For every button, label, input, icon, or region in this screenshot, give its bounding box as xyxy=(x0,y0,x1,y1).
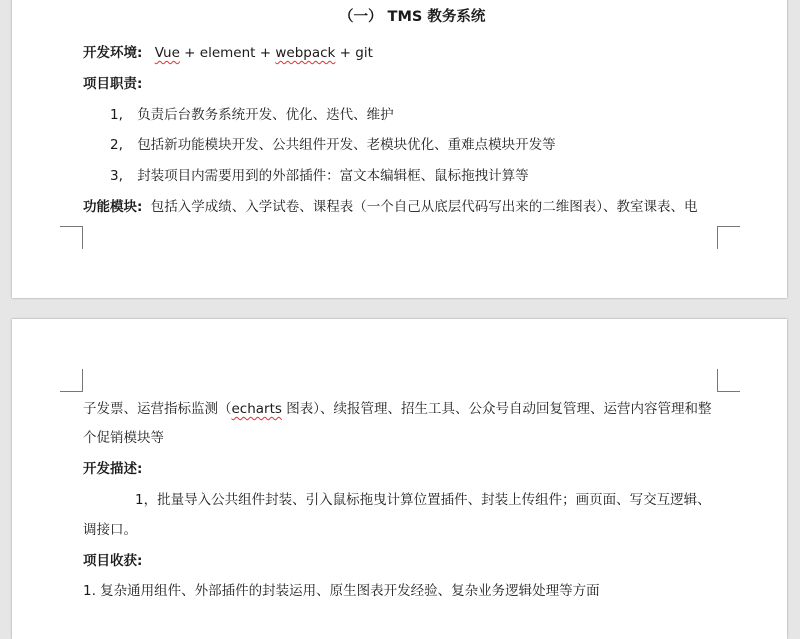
module-continuation-line xyxy=(83,399,711,419)
margin-corner-mark xyxy=(717,369,740,392)
dev-environment-line xyxy=(83,43,373,63)
duty-number: 1, xyxy=(110,107,123,123)
duty-number: 3, xyxy=(110,168,123,184)
gain-label: 项目收获: xyxy=(83,553,143,569)
echarts-word: echarts xyxy=(231,401,282,417)
env-plus-1: + element + xyxy=(179,45,276,61)
duty-number: 2, xyxy=(110,137,123,153)
duty-item xyxy=(110,135,556,155)
module-continuation-line: 个促销模块等 xyxy=(83,430,164,446)
desc-label: 开发描述: xyxy=(83,461,143,477)
margin-corner-mark xyxy=(717,226,740,249)
module-line xyxy=(83,197,697,217)
desc-text: 调接口。 xyxy=(83,522,137,538)
duty-label: 项目职责: xyxy=(83,76,143,92)
duty-text: 负责后台教务系统开发、优化、迭代、维护 xyxy=(137,107,394,123)
section-title: （一） TMS 教务系统 xyxy=(339,9,486,25)
gain-text: 1. 复杂通用组件、外部插件的封装运用、原生图表开发经验、复杂业务逻辑处理等方面 xyxy=(83,583,600,599)
continuation-text: 图表）、续报管理、招生工具、公众号自动回复管理、运营内容管理和整 xyxy=(281,401,712,417)
continuation-text: 子发票、运营指标监测（ xyxy=(83,401,232,417)
document-page-1 xyxy=(12,0,787,298)
duty-text: 封装项目内需要用到的外部插件：富文本编辑框、鼠标拖拽计算等 xyxy=(137,168,529,184)
duty-text: 包括新功能模块开发、公共组件开发、老模块优化、重难点模块开发等 xyxy=(137,137,556,153)
margin-corner-mark xyxy=(60,226,83,249)
document-page-2 xyxy=(12,319,787,639)
module-label: 功能模块: xyxy=(83,199,143,215)
duty-item xyxy=(110,166,529,186)
duty-item xyxy=(110,105,394,125)
env-label: 开发环境: xyxy=(83,45,143,61)
env-plus-2: + git xyxy=(335,45,373,61)
desc-text: 1，批量导入公共组件封装、引入鼠标拖曳计算位置插件、封装上传组件；画页面、写交互逻辑、 xyxy=(135,492,711,508)
env-webpack: webpack xyxy=(275,45,336,61)
env-vue: Vue xyxy=(154,45,180,61)
margin-corner-mark xyxy=(60,369,83,392)
module-text: 包括入学成绩、入学试卷、课程表（一个自己从底层代码写出来的二维图表）、教室课表、电 xyxy=(150,199,698,215)
